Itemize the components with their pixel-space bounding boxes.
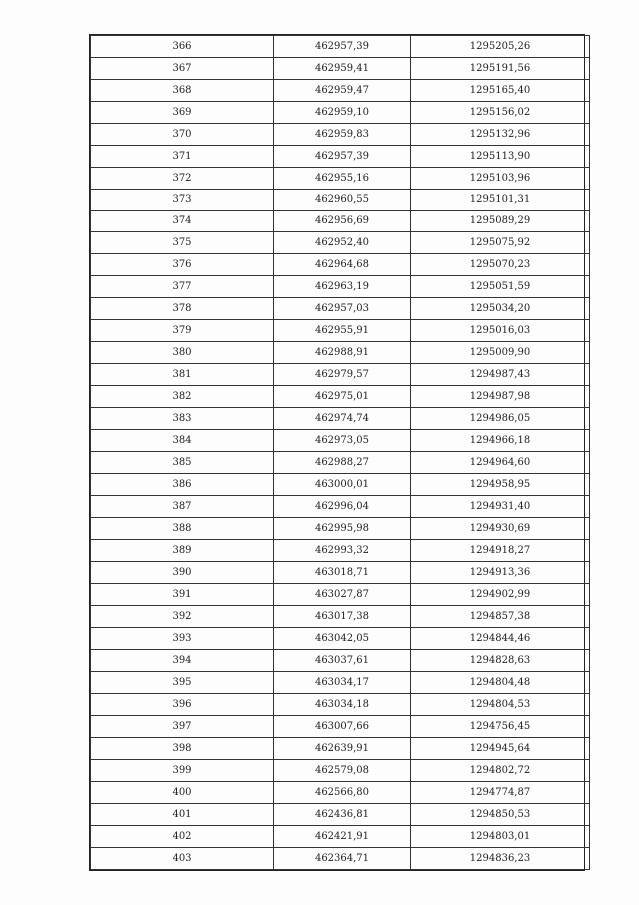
x-coordinate-cell: 462959,47 xyxy=(274,80,411,102)
y-coordinate-cell: 1294945,64 xyxy=(411,738,590,760)
y-coordinate-cell: 1295075,92 xyxy=(411,232,590,254)
x-coordinate-cell: 462973,05 xyxy=(274,430,411,452)
point-number-cell: 400 xyxy=(91,782,274,804)
x-coordinate-cell: 463042,05 xyxy=(274,628,411,650)
y-coordinate-cell: 1295156,02 xyxy=(411,102,590,124)
point-number-cell: 392 xyxy=(91,606,274,628)
x-coordinate-cell: 462995,98 xyxy=(274,518,411,540)
table-row xyxy=(91,672,590,694)
y-coordinate-cell: 1295191,56 xyxy=(411,58,590,80)
table-row xyxy=(91,540,590,562)
y-coordinate-cell: 1294931,40 xyxy=(411,496,590,518)
point-number-cell: 389 xyxy=(91,540,274,562)
y-coordinate-cell: 1294918,27 xyxy=(411,540,590,562)
y-coordinate-cell: 1295070,23 xyxy=(411,254,590,276)
point-number-cell: 398 xyxy=(91,738,274,760)
point-number-cell: 377 xyxy=(91,276,274,298)
y-coordinate-cell: 1294828,63 xyxy=(411,650,590,672)
point-number-cell: 396 xyxy=(91,694,274,716)
point-number-cell: 401 xyxy=(91,804,274,826)
x-coordinate-cell: 462996,04 xyxy=(274,496,411,518)
table-row xyxy=(91,364,590,386)
point-number-cell: 367 xyxy=(91,58,274,80)
y-coordinate-cell: 1295205,26 xyxy=(411,36,590,58)
coordinates-table-frame xyxy=(89,34,585,871)
table-row xyxy=(91,804,590,826)
y-coordinate-cell: 1294902,99 xyxy=(411,584,590,606)
x-coordinate-cell: 463034,18 xyxy=(274,694,411,716)
point-number-cell: 394 xyxy=(91,650,274,672)
table-row xyxy=(91,276,590,298)
y-coordinate-cell: 1294844,46 xyxy=(411,628,590,650)
y-coordinate-cell: 1295089,29 xyxy=(411,211,590,232)
point-number-cell: 382 xyxy=(91,386,274,408)
table-row xyxy=(91,694,590,716)
point-number-cell: 402 xyxy=(91,826,274,848)
table-row xyxy=(91,760,590,782)
point-number-cell: 383 xyxy=(91,408,274,430)
point-number-cell: 371 xyxy=(91,146,274,168)
x-coordinate-cell: 463017,38 xyxy=(274,606,411,628)
table-row xyxy=(91,408,590,430)
y-coordinate-cell: 1294913,36 xyxy=(411,562,590,584)
y-coordinate-cell: 1295034,20 xyxy=(411,298,590,320)
x-coordinate-cell: 462579,08 xyxy=(274,760,411,782)
x-coordinate-cell: 462974,74 xyxy=(274,408,411,430)
table-row xyxy=(91,452,590,474)
point-number-cell: 385 xyxy=(91,452,274,474)
point-number-cell: 368 xyxy=(91,80,274,102)
point-number-cell: 380 xyxy=(91,342,274,364)
x-coordinate-cell: 463037,61 xyxy=(274,650,411,672)
table-row xyxy=(91,716,590,738)
y-coordinate-cell: 1294804,53 xyxy=(411,694,590,716)
x-coordinate-cell: 462988,27 xyxy=(274,452,411,474)
table-row xyxy=(91,36,590,58)
point-number-cell: 391 xyxy=(91,584,274,606)
table-row xyxy=(91,146,590,168)
table-row xyxy=(91,298,590,320)
x-coordinate-cell: 463007,66 xyxy=(274,716,411,738)
y-coordinate-cell: 1294964,60 xyxy=(411,452,590,474)
y-coordinate-cell: 1294930,69 xyxy=(411,518,590,540)
y-coordinate-cell: 1294986,05 xyxy=(411,408,590,430)
y-coordinate-cell: 1294958,95 xyxy=(411,474,590,496)
x-coordinate-cell: 462993,32 xyxy=(274,540,411,562)
point-number-cell: 372 xyxy=(91,168,274,190)
x-coordinate-cell: 462436,81 xyxy=(274,804,411,826)
table-row xyxy=(91,826,590,848)
table-row xyxy=(91,518,590,540)
x-coordinate-cell: 463027,87 xyxy=(274,584,411,606)
x-coordinate-cell: 462964,68 xyxy=(274,254,411,276)
x-coordinate-cell: 462956,69 xyxy=(274,211,411,232)
coordinates-table xyxy=(90,35,590,870)
table-row xyxy=(91,782,590,804)
y-coordinate-cell: 1295101,31 xyxy=(411,190,590,211)
x-coordinate-cell: 462963,19 xyxy=(274,276,411,298)
y-coordinate-cell: 1294987,43 xyxy=(411,364,590,386)
point-number-cell: 376 xyxy=(91,254,274,276)
point-number-cell: 370 xyxy=(91,124,274,146)
y-coordinate-cell: 1295051,59 xyxy=(411,276,590,298)
y-coordinate-cell: 1294857,38 xyxy=(411,606,590,628)
y-coordinate-cell: 1294756,45 xyxy=(411,716,590,738)
y-coordinate-cell: 1294802,72 xyxy=(411,760,590,782)
table-row xyxy=(91,386,590,408)
table-row xyxy=(91,190,590,211)
table-row xyxy=(91,848,590,870)
point-number-cell: 375 xyxy=(91,232,274,254)
x-coordinate-cell: 462364,71 xyxy=(274,848,411,870)
x-coordinate-cell: 463018,71 xyxy=(274,562,411,584)
point-number-cell: 395 xyxy=(91,672,274,694)
table-row xyxy=(91,168,590,190)
table-row xyxy=(91,562,590,584)
x-coordinate-cell: 462952,40 xyxy=(274,232,411,254)
point-number-cell: 366 xyxy=(91,36,274,58)
y-coordinate-cell: 1294774,87 xyxy=(411,782,590,804)
point-number-cell: 397 xyxy=(91,716,274,738)
x-coordinate-cell: 462957,39 xyxy=(274,146,411,168)
x-coordinate-cell: 462960,55 xyxy=(274,190,411,211)
x-coordinate-cell: 462957,03 xyxy=(274,298,411,320)
point-number-cell: 399 xyxy=(91,760,274,782)
table-row xyxy=(91,496,590,518)
table-row xyxy=(91,320,590,342)
x-coordinate-cell: 462421,91 xyxy=(274,826,411,848)
point-number-cell: 386 xyxy=(91,474,274,496)
table-row xyxy=(91,102,590,124)
y-coordinate-cell: 1295103,96 xyxy=(411,168,590,190)
point-number-cell: 373 xyxy=(91,190,274,211)
x-coordinate-cell: 462959,41 xyxy=(274,58,411,80)
y-coordinate-cell: 1294804,48 xyxy=(411,672,590,694)
x-coordinate-cell: 462955,91 xyxy=(274,320,411,342)
point-number-cell: 388 xyxy=(91,518,274,540)
point-number-cell: 369 xyxy=(91,102,274,124)
point-number-cell: 374 xyxy=(91,211,274,232)
point-number-cell: 403 xyxy=(91,848,274,870)
y-coordinate-cell: 1294803,01 xyxy=(411,826,590,848)
x-coordinate-cell: 462979,57 xyxy=(274,364,411,386)
table-row xyxy=(91,650,590,672)
y-coordinate-cell: 1294966,18 xyxy=(411,430,590,452)
coordinates-table-body xyxy=(91,36,590,870)
table-row xyxy=(91,474,590,496)
y-coordinate-cell: 1295016,03 xyxy=(411,320,590,342)
table-row xyxy=(91,254,590,276)
table-row xyxy=(91,80,590,102)
y-coordinate-cell: 1295132,96 xyxy=(411,124,590,146)
point-number-cell: 387 xyxy=(91,496,274,518)
table-row xyxy=(91,124,590,146)
y-coordinate-cell: 1294987,98 xyxy=(411,386,590,408)
x-coordinate-cell: 462639,91 xyxy=(274,738,411,760)
y-coordinate-cell: 1294850,53 xyxy=(411,804,590,826)
table-row xyxy=(91,738,590,760)
table-row xyxy=(91,58,590,80)
y-coordinate-cell: 1294836,23 xyxy=(411,848,590,870)
x-coordinate-cell: 462959,83 xyxy=(274,124,411,146)
x-coordinate-cell: 463034,17 xyxy=(274,672,411,694)
point-number-cell: 381 xyxy=(91,364,274,386)
x-coordinate-cell: 462955,16 xyxy=(274,168,411,190)
point-number-cell: 378 xyxy=(91,298,274,320)
table-row xyxy=(91,211,590,232)
point-number-cell: 379 xyxy=(91,320,274,342)
y-coordinate-cell: 1295009,90 xyxy=(411,342,590,364)
table-row xyxy=(91,232,590,254)
x-coordinate-cell: 462959,10 xyxy=(274,102,411,124)
x-coordinate-cell: 462975,01 xyxy=(274,386,411,408)
y-coordinate-cell: 1295113,90 xyxy=(411,146,590,168)
x-coordinate-cell: 462957,39 xyxy=(274,36,411,58)
y-coordinate-cell: 1295165,40 xyxy=(411,80,590,102)
point-number-cell: 390 xyxy=(91,562,274,584)
x-coordinate-cell: 462988,91 xyxy=(274,342,411,364)
table-row xyxy=(91,430,590,452)
table-row xyxy=(91,584,590,606)
table-row xyxy=(91,342,590,364)
table-row xyxy=(91,628,590,650)
x-coordinate-cell: 462566,80 xyxy=(274,782,411,804)
point-number-cell: 393 xyxy=(91,628,274,650)
x-coordinate-cell: 463000,01 xyxy=(274,474,411,496)
point-number-cell: 384 xyxy=(91,430,274,452)
table-row xyxy=(91,606,590,628)
